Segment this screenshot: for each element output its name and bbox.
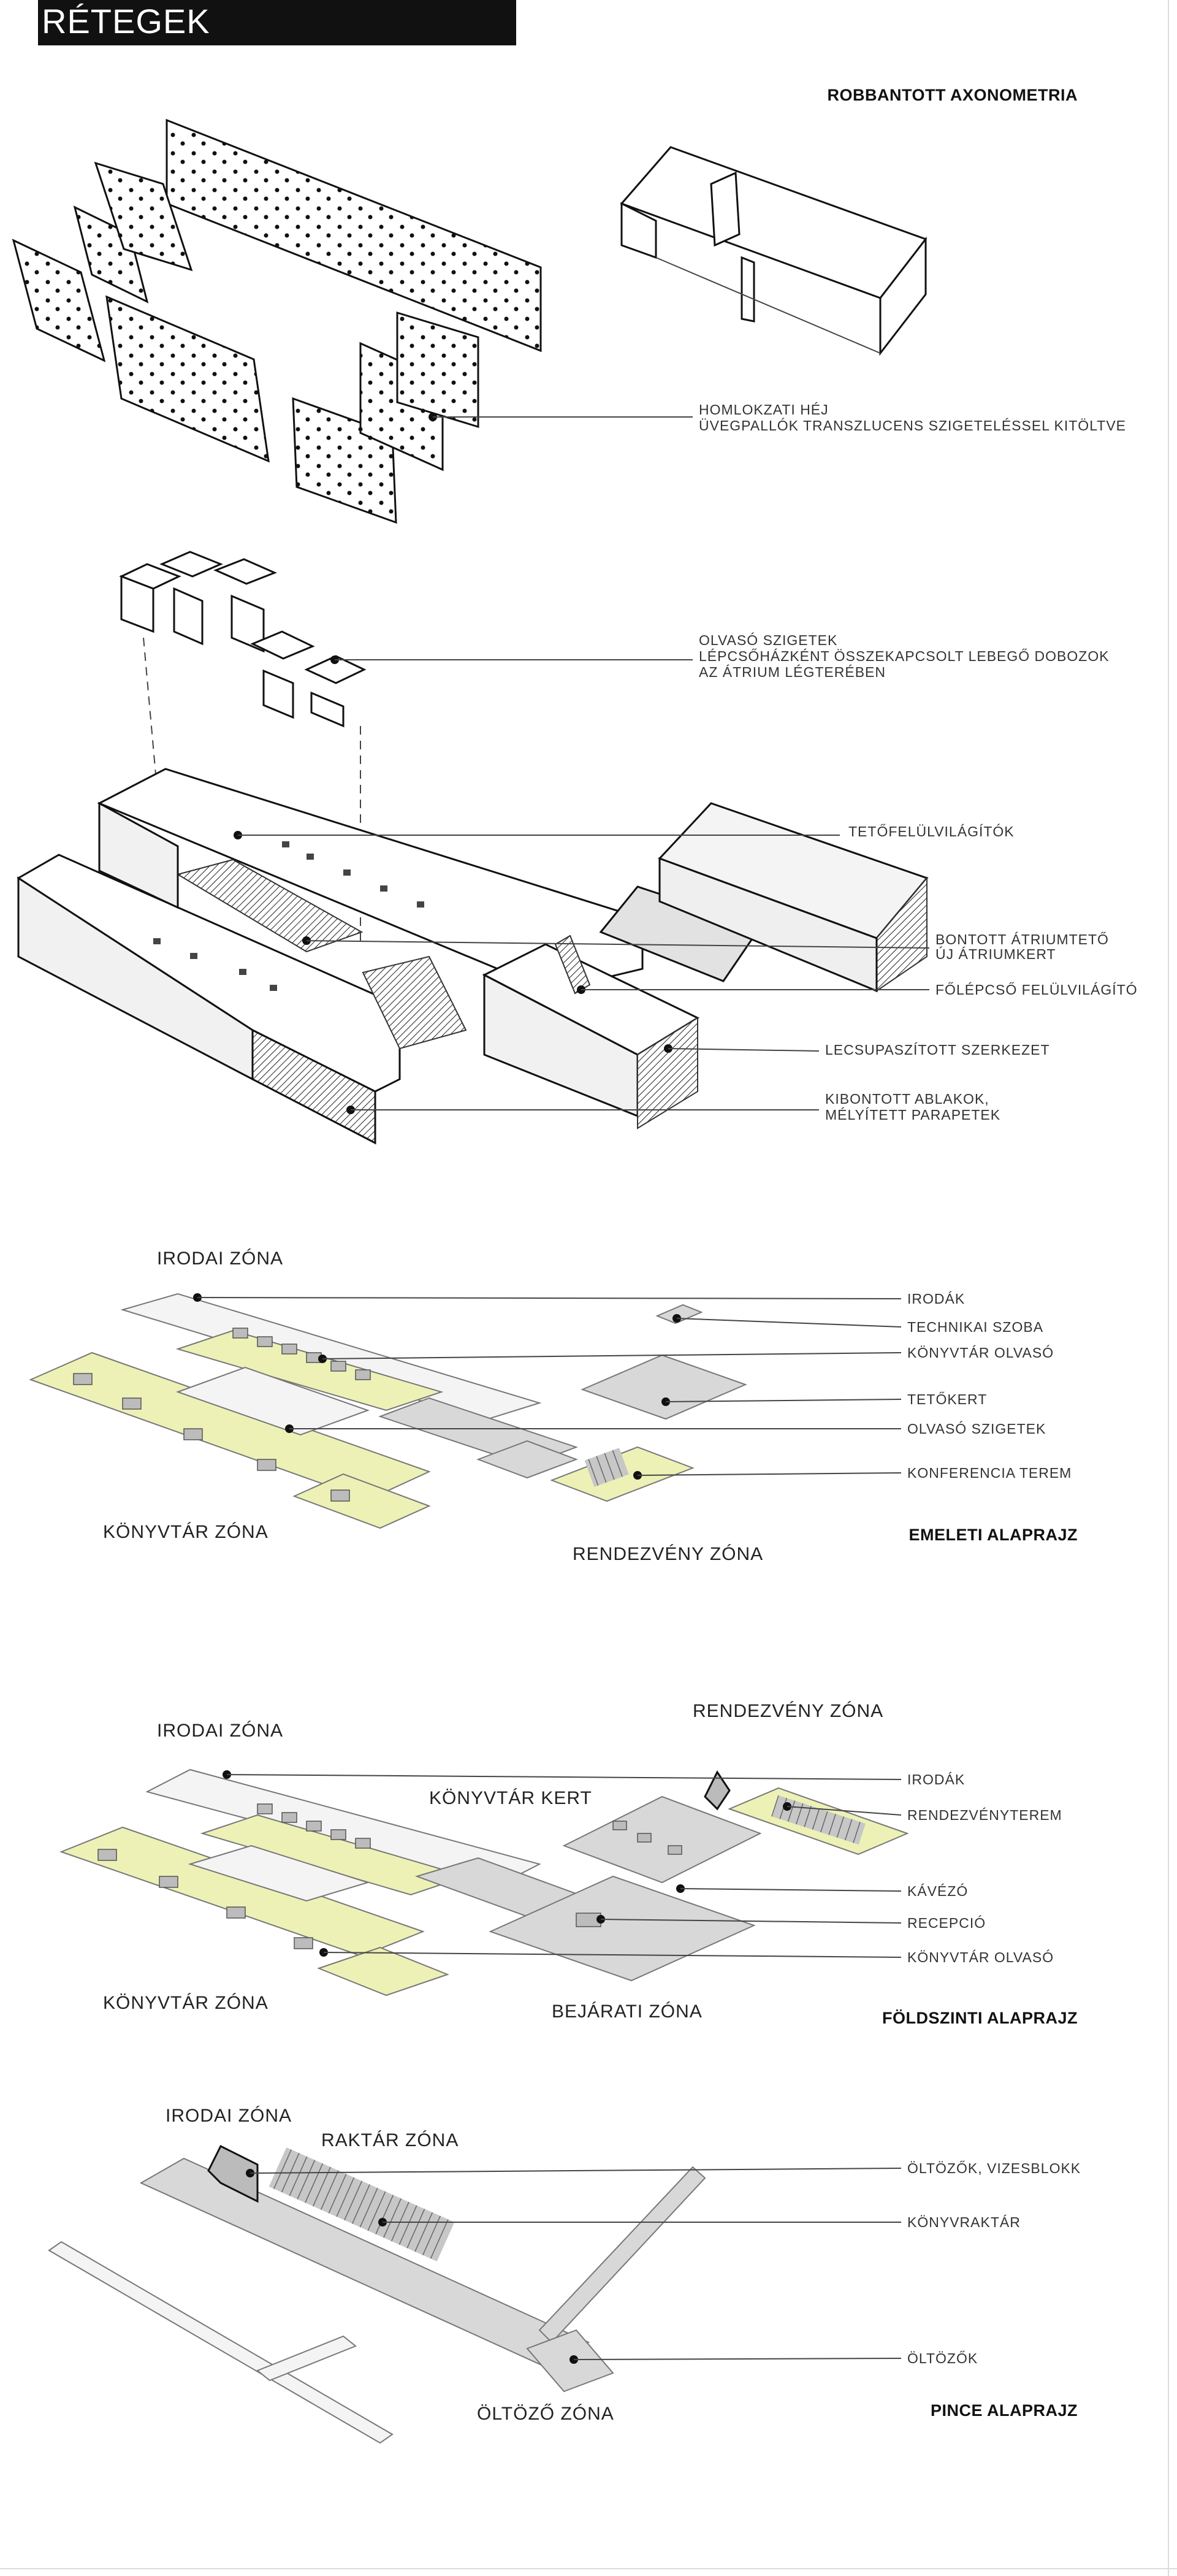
roof-skylight bbox=[417, 901, 424, 908]
upper-roof-garden bbox=[582, 1355, 745, 1419]
atrium-label-line2: ÚJ ÁTRIUMKERT bbox=[935, 946, 1056, 962]
desk bbox=[74, 1374, 92, 1385]
upper-label-technical: TECHNIKAI SZOBA bbox=[907, 1319, 1044, 1335]
leader-basement-2 bbox=[574, 2358, 901, 2360]
ground-zone-library: KÖNYVTÁR ZÓNA bbox=[103, 1993, 269, 2013]
windows-label-line1: KIBONTOTT ABLAKOK, bbox=[825, 1091, 989, 1107]
shelf bbox=[356, 1838, 370, 1848]
basement-label-stacks: KÖNYVRAKTÁR bbox=[907, 2214, 1021, 2230]
basement-plan bbox=[49, 2146, 705, 2443]
upper-floor-plan bbox=[31, 1293, 745, 1528]
cafe-table bbox=[613, 1821, 627, 1830]
roof-skylight bbox=[282, 841, 289, 847]
upper-zone-office: IRODAI ZÓNA bbox=[157, 1248, 284, 1269]
basement-zone-storage: RAKTÁR ZÓNA bbox=[321, 2130, 459, 2150]
main-building-axonometry bbox=[18, 769, 927, 1143]
section-label-basement: PINCE ALAPRAJZ bbox=[930, 2401, 1078, 2420]
roof-skylight bbox=[153, 938, 161, 944]
facade-label-line1: HOMLOKZATI HÉJ bbox=[699, 402, 829, 418]
facade-panel-long bbox=[167, 120, 541, 351]
desk bbox=[294, 1938, 313, 1949]
frame-top bbox=[622, 147, 926, 298]
upper-label-reading: KÖNYVTÁR OLVASÓ bbox=[907, 1345, 1054, 1361]
roof-skylight bbox=[270, 985, 277, 991]
desk bbox=[123, 1398, 141, 1409]
basement-ramp bbox=[539, 2167, 705, 2342]
reading-label-line1: OLVASÓ SZIGETEK bbox=[699, 632, 838, 648]
upper-library-annex bbox=[294, 1474, 429, 1528]
cafe-table bbox=[638, 1833, 651, 1842]
steel-frame bbox=[622, 147, 926, 353]
reading-box-5-side bbox=[311, 693, 343, 726]
leader-ground-2 bbox=[680, 1889, 901, 1891]
shelf bbox=[331, 1361, 346, 1371]
roof-skylight bbox=[190, 953, 197, 959]
stair-skylight-label: FŐLÉPCSŐ FELÜLVILÁGÍTÓ bbox=[935, 982, 1138, 998]
leader-upper-2 bbox=[322, 1353, 901, 1359]
desk bbox=[98, 1849, 116, 1860]
cafe-table bbox=[668, 1846, 682, 1854]
section-label-axonometry: ROBBANTOTT AXONOMETRIA bbox=[827, 86, 1078, 104]
windows-label-line2: MÉLYÍTETT PARAPETEK bbox=[825, 1107, 1001, 1123]
frame-stair-wall bbox=[711, 173, 739, 245]
shelf bbox=[282, 1344, 297, 1354]
upper-label-conference: KONFERENCIA TEREM bbox=[907, 1465, 1072, 1481]
shelf bbox=[257, 1337, 272, 1347]
desk bbox=[159, 1876, 178, 1887]
shelf bbox=[257, 1804, 272, 1814]
roof-skylight bbox=[239, 969, 246, 975]
ground-label-reception: RECEPCIÓ bbox=[907, 1915, 986, 1931]
atrium-label-line1: BONTOTT ÁTRIUMTETŐ bbox=[935, 931, 1109, 947]
basement-label-lockers: ÖLTÖZŐK bbox=[907, 2350, 978, 2366]
leader-ground-0 bbox=[227, 1775, 901, 1779]
shelf bbox=[307, 1821, 321, 1831]
section-label-upper-floor: EMELETI ALAPRAJZ bbox=[908, 1526, 1078, 1544]
reading-box-4-side bbox=[264, 671, 293, 717]
stripped-structure-label: LECSUPASZÍTOTT SZERKEZET bbox=[825, 1042, 1050, 1058]
basement-zone-locker: ÖLTÖZŐ ZÓNA bbox=[477, 2404, 614, 2424]
shelf bbox=[331, 1830, 346, 1840]
upper-zone-event: RENDEZVÉNY ZÓNA bbox=[573, 1544, 764, 1564]
ground-label-offices: IRODÁK bbox=[907, 1771, 966, 1787]
ground-library-annex bbox=[319, 1947, 448, 1995]
ground-label-reading: KÖNYVTÁR OLVASÓ bbox=[907, 1949, 1054, 1965]
section-label-ground-floor: FÖLDSZINTI ALAPRAJZ bbox=[882, 2009, 1078, 2027]
page-title: RÉTEGEK bbox=[42, 2, 210, 40]
reading-box-3-top bbox=[216, 559, 275, 584]
reading-label-line2: LÉPCSŐHÁZKÉNT ÖSSZEKAPCSOLT LEBEGŐ DOBOZOK bbox=[699, 648, 1110, 664]
shelf bbox=[233, 1328, 248, 1338]
ground-zone-office: IRODAI ZÓNA bbox=[157, 1721, 284, 1741]
leader-upper-0 bbox=[197, 1298, 901, 1299]
desk bbox=[331, 1490, 349, 1501]
leader-basement-0 bbox=[250, 2168, 901, 2173]
reading-island-boxes bbox=[121, 552, 364, 726]
facade-panel-mid bbox=[107, 297, 269, 461]
desk bbox=[227, 1907, 245, 1918]
ground-label-cafe: KÁVÉZÓ bbox=[907, 1883, 969, 1899]
basement-tunnel-branch bbox=[257, 2336, 356, 2380]
roof-skylight bbox=[343, 869, 351, 876]
shelf bbox=[282, 1813, 297, 1822]
roof-skylight bbox=[307, 854, 314, 860]
upper-label-offices: IRODÁK bbox=[907, 1291, 966, 1307]
shelf bbox=[356, 1370, 370, 1380]
frame-post-mid bbox=[742, 258, 754, 321]
facade-panels bbox=[13, 120, 541, 522]
ground-zone-event: RENDEZVÉNY ZÓNA bbox=[693, 1701, 884, 1721]
roof-skylight bbox=[380, 885, 387, 892]
reading-label-line3: AZ ÁTRIUM LÉGTERÉBEN bbox=[699, 664, 886, 680]
upper-zone-library: KÖNYVTÁR ZÓNA bbox=[103, 1522, 269, 1542]
ground-label-event-hall: RENDEZVÉNYTEREM bbox=[907, 1807, 1062, 1823]
reading-box-2-side bbox=[174, 589, 202, 644]
ground-zone-library-garden: KÖNYVTÁR KERT bbox=[429, 1788, 592, 1808]
upper-label-islands: OLVASÓ SZIGETEK bbox=[907, 1421, 1046, 1437]
upper-label-roof-garden: TETŐKERT bbox=[907, 1391, 988, 1407]
leader-upper-1 bbox=[677, 1318, 901, 1327]
facade-label-line2: ÜVEGPALLÓK TRANSZLUCENS SZIGETELÉSSEL KITÖLTVE bbox=[699, 418, 1127, 434]
desk bbox=[257, 1459, 276, 1470]
ground-zone-entrance: BEJÁRATI ZÓNA bbox=[552, 2001, 703, 2022]
basement-label-changing: ÖLTÖZŐK, VIZESBLOKK bbox=[907, 2160, 1081, 2176]
skylights-label: TETŐFELÜLVILÁGÍTÓK bbox=[848, 824, 1015, 839]
basement-zone-office: IRODAI ZÓNA bbox=[166, 2106, 292, 2126]
desk bbox=[184, 1429, 202, 1440]
